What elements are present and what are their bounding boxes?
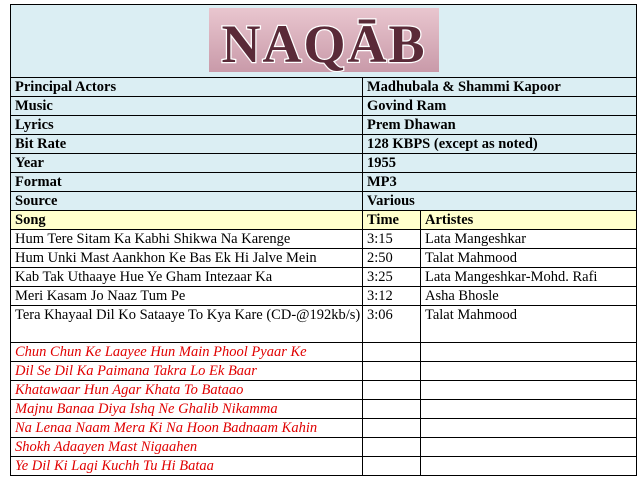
song-artist: Asha Bhosle <box>421 287 637 306</box>
empty-time-cell <box>363 343 421 362</box>
info-value: Govind Ram <box>363 97 637 116</box>
info-rows <box>11 78 637 211</box>
missing-song-title: Na Lenaa Naam Mera Ki Na Hoon Badnaam Kahin <box>11 419 363 438</box>
info-row <box>11 192 637 211</box>
song-title: Kab Tak Uthaaye Hue Ye Gham Intezaar Ka <box>11 268 363 287</box>
info-row <box>11 154 637 173</box>
empty-time-cell <box>363 400 421 419</box>
info-value: Various <box>363 192 637 211</box>
song-artist: Lata Mangeshkar-Mohd. Rafi <box>421 268 637 287</box>
empty-artist-cell <box>421 343 637 362</box>
info-value: 128 KBPS (except as noted) <box>363 135 637 154</box>
empty-time-cell <box>363 381 421 400</box>
empty-artist-cell <box>421 419 637 438</box>
missing-song-title: Ye Dil Ki Lagi Kuchh Tu Hi Bataa <box>11 457 363 476</box>
song-column-header: Song <box>11 211 363 230</box>
song-time: 2:50 <box>363 249 421 268</box>
song-artist: Talat Mahmood <box>421 306 637 343</box>
missing-song-title: Majnu Banaa Diya Ishq Ne Ghalib Nikamma <box>11 400 363 419</box>
empty-time-cell <box>363 362 421 381</box>
info-label: Music <box>11 97 363 116</box>
missing-song-row <box>11 381 637 400</box>
empty-artist-cell <box>421 457 637 476</box>
missing-song-row <box>11 457 637 476</box>
missing-song-title: Dil Se Dil Ka Paimana Takra Lo Ek Baar <box>11 362 363 381</box>
empty-time-cell <box>363 438 421 457</box>
song-row <box>11 306 637 343</box>
info-value: 1955 <box>363 154 637 173</box>
song-rows <box>11 230 637 343</box>
naqab-logo <box>209 8 439 72</box>
song-title: Hum Tere Sitam Ka Kabhi Shikwa Na Karenge <box>11 230 363 249</box>
info-value: Madhubala & Shammi Kapoor <box>363 78 637 97</box>
song-time: 3:12 <box>363 287 421 306</box>
song-title: Meri Kasam Jo Naaz Tum Pe <box>11 287 363 306</box>
song-time: 3:15 <box>363 230 421 249</box>
info-value: Prem Dhawan <box>363 116 637 135</box>
empty-artist-cell <box>421 381 637 400</box>
info-row <box>11 78 637 97</box>
missing-song-row <box>11 419 637 438</box>
missing-song-title: Chun Chun Ke Laayee Hun Main Phool Pyaar Ke <box>11 343 363 362</box>
empty-artist-cell <box>421 438 637 457</box>
missing-song-rows <box>11 343 637 476</box>
logo-text: NAQĀB <box>220 14 427 72</box>
info-label: Principal Actors <box>11 78 363 97</box>
time-column-header: Time <box>363 211 421 230</box>
column-header-row <box>11 211 637 230</box>
missing-song-row <box>11 362 637 381</box>
empty-time-cell <box>363 457 421 476</box>
song-title: Hum Unki Mast Aankhon Ke Bas Ek Hi Jalve Mein <box>11 249 363 268</box>
missing-song-title: Khatawaar Hun Agar Khata To Bataao <box>11 381 363 400</box>
info-label: Source <box>11 192 363 211</box>
info-row <box>11 97 637 116</box>
info-row <box>11 173 637 192</box>
info-label: Year <box>11 154 363 173</box>
empty-artist-cell <box>421 362 637 381</box>
info-label: Lyrics <box>11 116 363 135</box>
song-time: 3:25 <box>363 268 421 287</box>
missing-song-row <box>11 343 637 362</box>
missing-song-row <box>11 400 637 419</box>
banner-row <box>11 5 637 78</box>
song-row <box>11 230 637 249</box>
song-time: 3:06 <box>363 306 421 343</box>
empty-artist-cell <box>421 400 637 419</box>
song-row <box>11 268 637 287</box>
info-row <box>11 135 637 154</box>
empty-time-cell <box>363 419 421 438</box>
artistes-column-header: Artistes <box>421 211 637 230</box>
missing-song-title: Shokh Adaayen Mast Nigaahen <box>11 438 363 457</box>
missing-song-row <box>11 438 637 457</box>
song-title: Tera Khayaal Dil Ko Sataaye To Kya Kare (CD-@192kb/s) <box>11 306 363 343</box>
song-sheet <box>10 4 637 476</box>
song-row <box>11 287 637 306</box>
banner-cell <box>11 5 637 78</box>
info-value: MP3 <box>363 173 637 192</box>
info-row <box>11 116 637 135</box>
song-row <box>11 249 637 268</box>
info-label: Format <box>11 173 363 192</box>
song-artist: Lata Mangeshkar <box>421 230 637 249</box>
info-label: Bit Rate <box>11 135 363 154</box>
song-artist: Talat Mahmood <box>421 249 637 268</box>
